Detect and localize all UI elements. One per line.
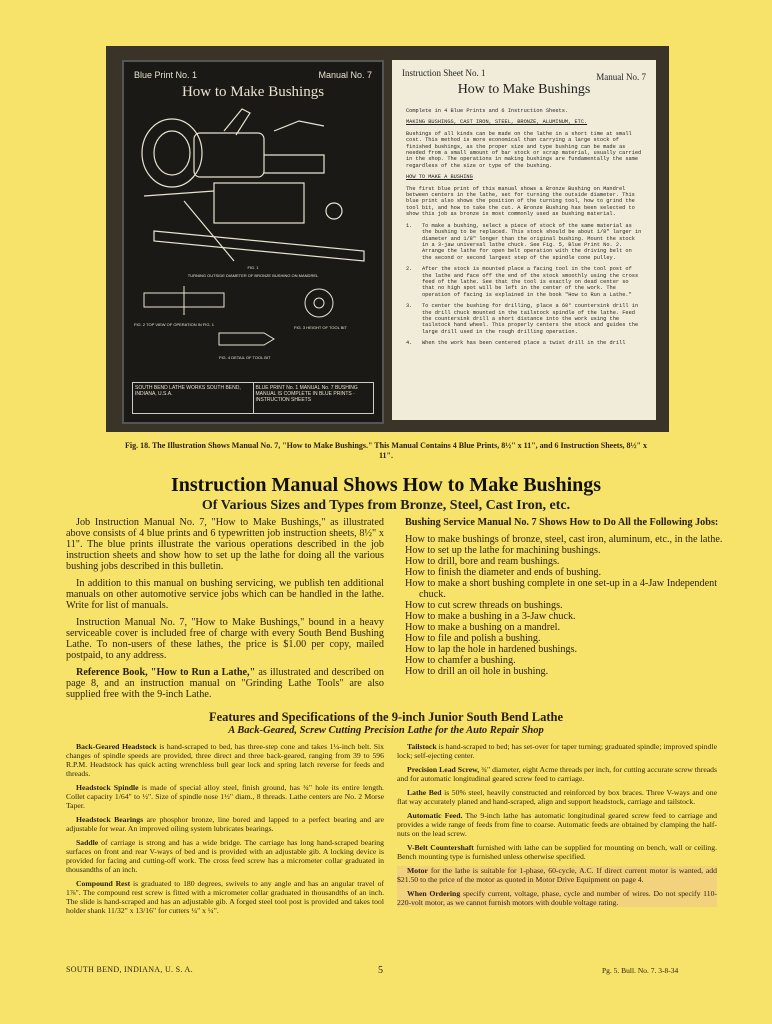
feature-paragraph: Precision Lead Screw, ¾" diameter, eight Acme threads per inch, for cutting accurate screw threads and for automatic longitudinal geared screw feed to carriage. [397, 765, 717, 783]
blueprint-number: Blue Print No. 1 [134, 70, 198, 80]
list-item: How to lap the hole in hardened bushings. [405, 644, 578, 655]
blueprint-manual-number: Manual No. 7 [318, 70, 372, 80]
sheet-step-3: 3. To center the bushing for drilling, place a 60° countersink drill in the drill chuck mounted in the tailstock spindle of the lathe. Feed the countersink drill a short distance into the work using the tailstock hand wheel. This properly centers the stock and guides the large drill used in the rough drilling operation. [406, 303, 639, 335]
manual-photo [106, 46, 669, 432]
feature-paragraph: V-Belt Countershaft furnished with lathe can be supplied for mounting on bench, wall or ceiling. Bench mounting type is furnished unless otherwise specified. [397, 843, 717, 861]
sheet-step-1: 1. To make a bushing, select a piece of stock of the same material as the bushing to be replaced. This stock should be about 1/8" larger in diameter and 1/8" longer than the original bushing. Mount the stock in a 3-jaw universal lathe chuck. See Fig. 5, Blue Print No. 2. Arrange the lathe for open belt operation with the driving belt on the second or second largest step of the spindle cone pulley. [406, 222, 642, 261]
list-item: How to make a bushing in a 3-Jaw chuck. [405, 611, 576, 622]
figure-caption: Fig. 18. The Illustration Shows Manual No. 7, "How to Make Bushings." This Manual Contains 4 Blue Prints, 8½" x 11", and 6 Instruction Sheets, 8½" x 11". [125, 441, 647, 460]
paragraph-pricing: Instruction Manual No. 7, "How to Make Bushings," bound in a heavy serviceable cover is included free of charge with every South Bend Bushing Lathe. To non-users of these lathes, the price is $1.00 per copy, mailed postpaid, to any address. [66, 617, 384, 661]
fig3-caption: FIG. 3 HEIGHT OF TOOL BIT [294, 325, 347, 330]
paragraph-additional-manuals: In addition to this manual on bushing servicing, we publish ten additional manuals on other automotive service jobs which can be handled in the lathe. Write for list of manuals. [66, 578, 384, 611]
jobs-list [405, 534, 727, 677]
feature-paragraph: Lathe Bed is 50% steel, heavily constructed and reinforced by box braces. Three V-ways and one flat way accurately planed and hand-scraped, align and support headstock, carriage and tailstock. [397, 788, 717, 806]
sheet-step-2: 2. After the stock is mounted place a facing tool in the tool post of the lathe and face off the end of the stock smoothly using the cross feed of the lathe. See that the tool is exactly on dead center so that no high spot will be left in the center of the work. The operation of facing is explained in the book "How to Run a Lathe." [406, 266, 639, 298]
list-item: How to make a bushing on a mandrel. [405, 622, 561, 633]
sheet-title: How to Make Bushings [457, 82, 591, 97]
feature-paragraph: When Ordering specify current, voltage, phase, cycle and number of wires. Do not specify 110-220-volt motor, as we cannot furnish motors with double voltage rating. [397, 889, 717, 907]
list-item: How to file and polish a bushing. [405, 633, 541, 644]
footer-location: SOUTH BEND, INDIANA, U. S. A. [66, 965, 193, 974]
list-item: How to drill, bore and ream bushings. [405, 556, 560, 567]
page-number: 5 [378, 965, 383, 976]
sheet-number: Instruction Sheet No. 1 [402, 68, 486, 78]
feature-paragraph: Automatic Feed. The 9-inch lathe has automatic longitudinal geared screw feed to carriage and provides a wide range of feeds from fine to coarse. Automatic feeds are obtained by clamping the half-nuts on the lead screw. [397, 811, 717, 838]
sheet-heading-2: HOW TO MAKE A BUSHING [406, 174, 473, 181]
sheet-paragraph-1: Bushings of all kinds can be made on the lathe in a short time at small cost. This method is more economical than carrying a large stock of finished bushings, as the proper size and type bushing can be made as needed from a small amount of bar stock or scrap material, usually carried in the shop. The operations in making bushings are fundamentally the same regardless of the size or type of the bushing. [406, 130, 642, 169]
fig4-caption: FIG. 4 DETAIL OF TOOL BIT [219, 355, 271, 360]
feature-paragraph: Tailstock is hand-scraped to bed; has set-over for taper turning; graduated spindle; improved spindle lock; self-ejecting center. [397, 742, 717, 760]
list-item: How to finish the diameter and ends of bushing. [405, 567, 602, 578]
sheet-manual-number: Manual No. 7 [596, 72, 646, 82]
sheet-paragraph-2: The first blue print of this manual shows a Bronze Bushing on Mandrel between centers in the lathe, set for turning the outside diameter. This blue print also shows the position of the turning tool, how to grind the tool bit, and how to take the cut. A Bronze Bushing has been selected to show this job as bronze is most commonly used as bushing material. [406, 185, 635, 218]
fig2-caption: FIG. 2 TOP VIEW OF OPERATION IN FIG. 1 [134, 322, 214, 327]
sheet-heading-1: MAKING BUSHINGS, CAST IRON, STEEL, BRONZE, ALUMINUM, ETC. [406, 119, 588, 126]
motor-ordering-highlight [397, 866, 717, 907]
feature-paragraph: Headstock Spindle is made of special alloy steel, finish ground, has ¾" hole its entire length. Collet capacity 1/64" to ½". Size of spindle nose 1½" diam., 8 threads. Lathe centers are No. 2 Morse Taper. [66, 783, 384, 810]
features-left-column [66, 742, 384, 920]
features-title: Features and Specifications of the 9-inch Junior South Bend Lathe [208, 710, 564, 724]
fig1-label: FIG. 1 [247, 265, 259, 270]
blueprint-footer-right: BLUE PRINT No. 1 MANUAL No. 7 BUSHING MANUAL IS COMPLETE IN BLUE PRINTS · INSTRUCTION SHEETS [253, 383, 374, 413]
right-column [405, 517, 727, 677]
paragraph-manual-description: Job Instruction Manual No. 7, "How to Make Bushings," as illustrated above consists of 4 blue prints and 6 typewritten job instruction sheets, 8½" x 11". The blue prints illustrate the various operations described in the job instruction sheets and show how to set up the lathe for doing all the various bushing jobs described in this bulletin. [66, 517, 384, 572]
jobs-list-heading: Bushing Service Manual No. 7 Shows How to Do All the Following Jobs: [405, 517, 719, 528]
list-item: How to drill an oil hole in bushing. [405, 666, 549, 677]
blueprint-title-block [132, 382, 374, 414]
bulletin-reference: Pg. 5. Bull. No. 7. 3-8-34 [602, 966, 679, 975]
sheet-body [392, 98, 656, 347]
feature-paragraph: Headstock Bearings are phosphor bronze, line bored and lapped to a perfect bearing and are adjustable for wear. An improved oiling system lubricates bearings. [66, 815, 384, 833]
features-right-column [397, 742, 717, 907]
blueprint-title: How to Make Bushings [181, 84, 325, 100]
tool-bit-drawings [124, 281, 382, 381]
fig1-caption: TURNING OUTSIDE DIAMETER OF BRONZE BUSHING ON MANDREL [187, 273, 319, 278]
sheet-step-4: 4. When the work has been centered place a twist drill in the drill [406, 340, 626, 347]
feature-paragraph: Back-Geared Headstock is hand-scraped to bed, has three-step cone and takes 1¼-inch belt. Six changes of spindle speeds are provided, three direct and three back-geared, ranging from 39 to 596 R.P.M. Headstock has quick acting wrenchless bull gear lock and spring latch reverse for feeds and threads. [66, 742, 384, 778]
lathe-drawing [124, 101, 382, 281]
list-item: How to cut screw threads on bushings. [405, 600, 563, 611]
blueprint-page [122, 60, 384, 424]
page-title: Instruction Manual Shows How to Make Bushings [170, 474, 602, 496]
instruction-sheet-page [392, 60, 656, 420]
feature-paragraph: Motor for the lathe is suitable for 1-phase, 60-cycle, A.C. If direct current motor is wanted, add $21.50 to the price of the motor as quoted in Motor Drive Equipment on page 4. [397, 866, 717, 884]
list-item: How to make a short bushing complete in one set-up in a 4-Jaw Independent chuck. [405, 578, 718, 600]
feature-paragraph: Saddle of carriage is strong and has a wide bridge. The carriage has long hand-scraped bearing surfaces on front and rear V-ways of bed and is provided with an adjustable gib. A locking device is provided for facing and cutting-off work. The cross feed screw has a micrometer collar graduated in thousandths of an inch. [66, 838, 384, 874]
blueprint-footer-left: SOUTH BEND LATHE WORKS SOUTH BEND, INDIANA, U.S.A. [135, 385, 241, 397]
left-column [66, 517, 384, 706]
list-item: How to set up the lathe for machining bushings. [405, 545, 601, 556]
list-item: How to chamfer a bushing. [405, 655, 516, 666]
page-subtitle: Of Various Sizes and Types from Bronze, Steel, Cast Iron, etc. [201, 498, 571, 513]
feature-paragraph: Compound Rest is graduated to 180 degrees, swivels to any angle and has an angular travel of 1⅞". The compound rest screw is fitted with a micrometer collar graduated in thousandths of an inch. The slide is hand-scraped and has an adjustable gib. A forged steel tool post is provided and takes tool holder shank 11/32" x 13/16" for cutters ¼" x ¼". [66, 879, 384, 915]
list-item: How to make bushings of bronze, steel, cast iron, aluminum, etc., in the lathe. [405, 534, 723, 545]
paragraph-reference-book: Reference Book, "How to Run a Lathe," as illustrated and described on page 8, and an instruction manual on "Grinding Lathe Tools" are also supplied free with the 9-inch Lathe. [66, 667, 384, 700]
features-subtitle: A Back-Geared, Screw Cutting Precision Lathe for the Auto Repair Shop [228, 725, 544, 736]
sheet-intro: Complete in 4 Blue Prints and 6 Instruction Sheets. [406, 108, 569, 114]
